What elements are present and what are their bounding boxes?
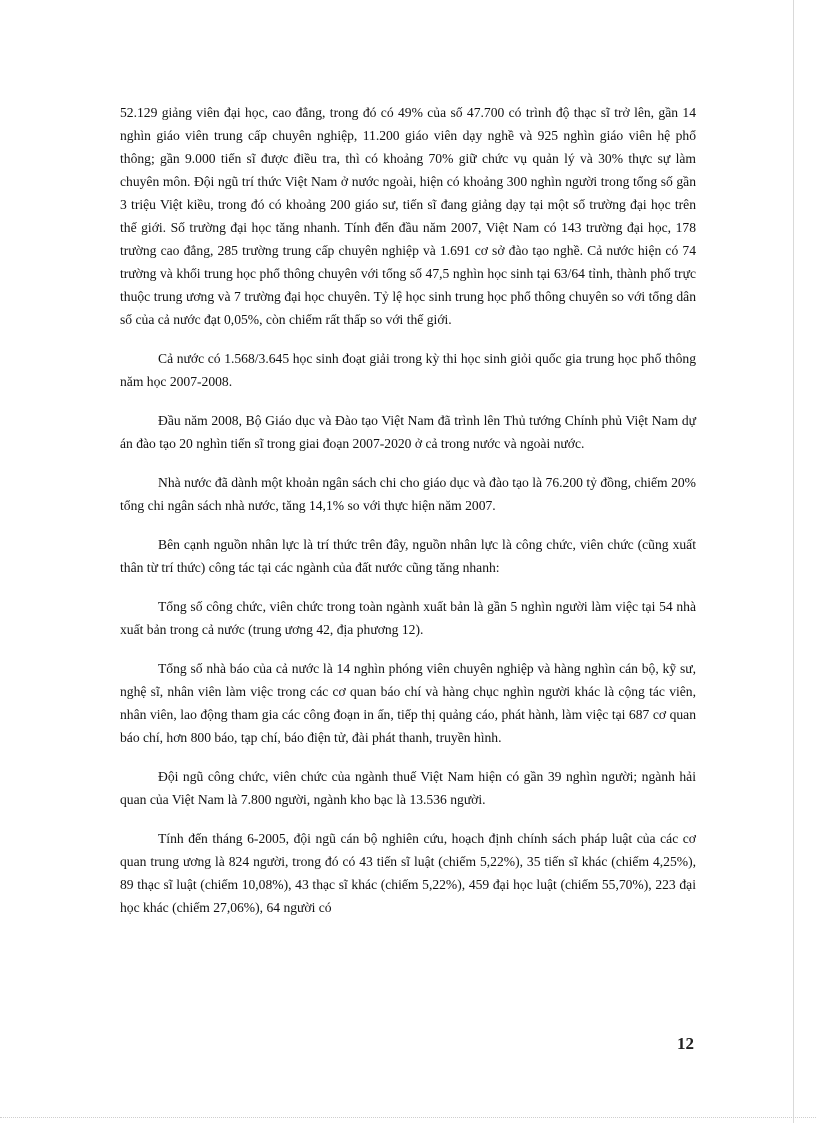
paragraph-8: Đội ngũ công chức, viên chức của ngành thuế Việt Nam hiện có gần 39 nghìn người; ngành hải quan của Việt Nam là 7.800 người, ngành kho bạc là 13.536 người. (120, 769, 696, 807)
paragraph-7: Tổng số nhà báo của cả nước là 14 nghìn phóng viên chuyên nghiệp và hàng nghìn cán bộ, kỹ sư, nghệ sĩ, nhân viên làm việc trong các cơ quan báo chí và hàng chục nghìn người khác là cộng tác viên, nhân viên, lao động tham gia các công đoạn in ấn, tiếp thị quảng cáo, phát hành, làm việc tại 687 cơ quan báo chí, hơn 800 báo, tạp chí, báo điện tử, đài phát thanh, truyền hình. (120, 661, 696, 745)
paragraph-6: Tổng số công chức, viên chức trong toàn ngành xuất bản là gần 5 nghìn người làm việc tại 54 nhà xuất bản trong cả nước (trung ương 42, địa phương 12). (120, 599, 696, 637)
page-number: 12 (677, 1034, 694, 1053)
page-bottom-edge (0, 1117, 816, 1118)
document-body (120, 101, 696, 935)
paragraph-4: Nhà nước đã dành một khoản ngân sách chi cho giáo dục và đào tạo là 76.200 tỷ đồng, chiếm 20% tổng chi ngân sách nhà nước, tăng 14,1% so với thực hiện năm 2007. (120, 475, 696, 513)
paragraph-2: Cả nước có 1.568/3.645 học sinh đoạt giải trong kỳ thi học sinh giỏi quốc gia trung học phổ thông năm học 2007-2008. (120, 351, 696, 389)
paragraph-3: Đầu năm 2008, Bộ Giáo dục và Đào tạo Việt Nam đã trình lên Thủ tướng Chính phủ Việt Nam dự án đào tạo 20 nghìn tiến sĩ trong giai đoạn 2007-2020 ở cả trong nước và ngoài nước. (120, 413, 696, 451)
paragraph-1: 52.129 giảng viên đại học, cao đẳng, trong đó có 49% của số 47.700 có trình độ thạc sĩ trở lên, gần 14 nghìn giáo viên trung cấp chuyên nghiệp, 11.200 giáo viên dạy nghề và 925 nghìn giáo viên hệ phổ thông; gần 9.000 tiến sĩ được điều tra, thì có khoảng 70% giữ chức vụ quản lý và 30% thực sự làm chuyên môn. Đội ngũ trí thức Việt Nam ở nước ngoài, hiện có khoảng 300 nghìn người trong tổng số gần 3 triệu Việt kiều, trong đó có khoảng 200 giáo sư, tiến sĩ đang giảng dạy tại một số trường đại học trên thế giới. Số trường đại học tăng nhanh. Tính đến đầu năm 2007, Việt Nam có 143 trường đại học, 178 trường cao đẳng, 285 trường trung cấp chuyên nghiệp và 1.691 cơ sở đào tạo nghề. Cả nước hiện có 74 trường và khối trung học phổ thông chuyên với tổng số 47,5 nghìn học sinh tại 63/64 tỉnh, thành phố trực thuộc trung ương và 7 trường đại học chuyên. Tỷ lệ học sinh trung học phổ thông chuyên so với tổng dân số của cả nước đạt 0,05%, còn chiếm rất thấp so với thế giới. (120, 105, 696, 327)
paragraph-9: Tính đến tháng 6-2005, đội ngũ cán bộ nghiên cứu, hoạch định chính sách pháp luật của các cơ quan trung ương là 824 người, trong đó có 43 tiến sĩ luật (chiếm 5,22%), 35 tiến sĩ khác (chiếm 4,25%), 89 thạc sĩ luật (chiếm 10,08%), 43 thạc sĩ khác (chiếm 5,22%), 459 đại học luật (chiếm 55,70%), 223 đại học khác (chiếm 27,06%), 64 người có (120, 831, 696, 915)
page-right-edge (793, 0, 794, 1123)
paragraph-5: Bên cạnh nguồn nhân lực là trí thức trên đây, nguồn nhân lực là công chức, viên chức (cũng xuất thân từ trí thức) công tác tại các ngành của đất nước cũng tăng nhanh: (120, 537, 696, 575)
